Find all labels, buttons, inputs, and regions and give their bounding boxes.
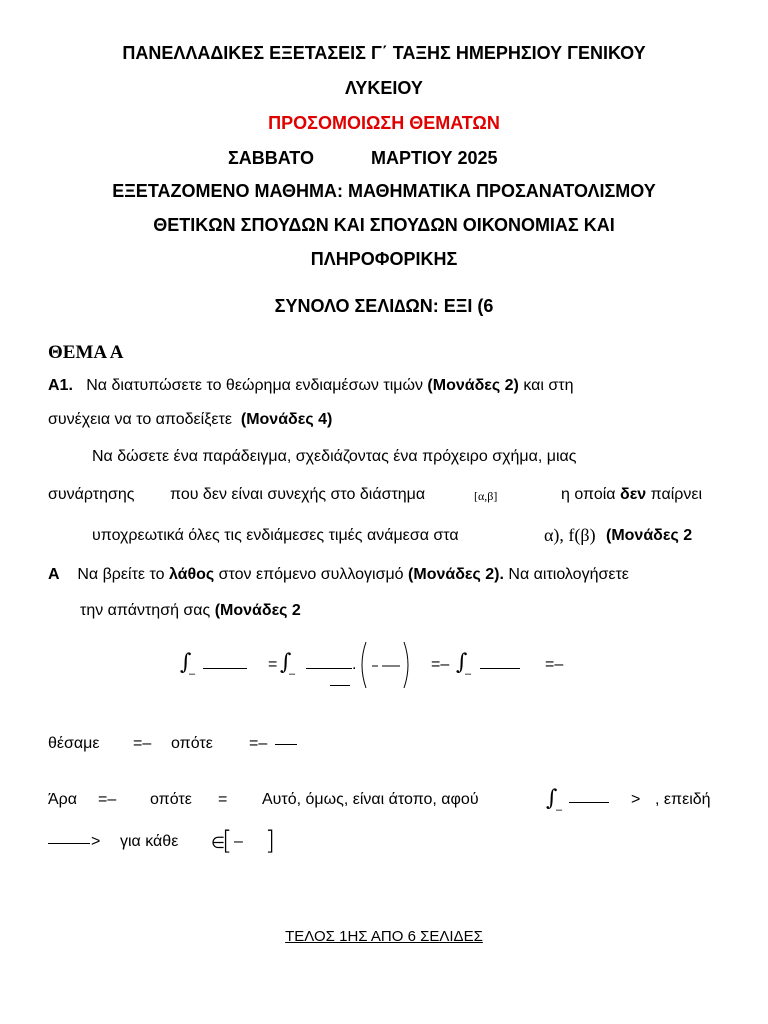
lower-limit-2: – xyxy=(289,668,296,680)
integral-sign-4: ∫ xyxy=(546,786,558,811)
for-every-word: για κάθε xyxy=(120,833,179,850)
fraction-bar-5 xyxy=(48,843,90,844)
therefore-word: Άρα xyxy=(48,791,78,808)
header-line-1: ΠΑΝΕΛΛΑΔΙΚΕΣ ΕΞΕΤΑΣΕΙΣ Γ΄ ΤΑΞΗΣ ΗΜΕΡΗΣΙΟΥ ΓΕΝΙΚΟΥ xyxy=(122,43,646,63)
therefore-equals-minus: =– xyxy=(98,791,117,808)
example-interval: [α,β] xyxy=(474,489,498,503)
example-line-2b: που δεν είναι συνεχής στο διάστημα xyxy=(170,486,426,503)
a2-marks: (Μονάδες 2). xyxy=(408,566,504,583)
element-of-symbol: ∈ xyxy=(211,835,225,852)
a2-error-word: λάθος xyxy=(168,566,215,583)
exam-day: ΣΑΒΒΑΤΟ xyxy=(228,148,314,168)
set-word: θέσαμε xyxy=(48,735,100,752)
fraction-bar-1 xyxy=(203,668,247,669)
a1-tail: και στη xyxy=(523,377,574,394)
greater-than-1: > xyxy=(631,791,641,808)
lower-limit-3: – xyxy=(465,668,472,680)
fraction-bar-4 xyxy=(569,802,609,803)
a2-label: Α xyxy=(48,566,60,583)
right-bracket: ] xyxy=(265,826,276,856)
fraction-bar-2 xyxy=(306,668,352,669)
example-takes: παίρνει xyxy=(650,486,703,503)
a2-line-2 xyxy=(80,602,301,620)
then-word: οπότε xyxy=(171,735,213,752)
equals-minus-2: =– xyxy=(545,656,564,673)
a1-marks-2: (Μονάδες 4) xyxy=(240,411,333,428)
a1-line-1 xyxy=(48,377,573,395)
example-line-2c xyxy=(561,486,702,504)
example-line-3: υποχρεωτικά όλες τις ενδιάμεσες τιμές ανάμεσα στα xyxy=(92,527,459,544)
then-fraction-bar xyxy=(275,744,297,745)
simulation-title: ΠΡΟΣΟΜΟΙΩΣΗ ΘΕΜΑΤΩΝ xyxy=(268,113,500,133)
example-not: δεν xyxy=(619,486,647,503)
left-bracket: [ xyxy=(222,826,233,856)
example-marks: (Μονάδες 2 xyxy=(606,527,693,544)
set-equals-minus: =– xyxy=(133,735,152,752)
a2-marks-2: (Μονάδες 2 xyxy=(214,602,301,619)
a2-line-1 xyxy=(48,566,629,584)
interval-minus: – xyxy=(234,833,243,850)
page-footer: ΤΕΛΟΣ 1ΗΣ ΑΠΟ 6 ΣΕΛΙΔΕΣ xyxy=(285,928,483,945)
equals-minus-1: =– xyxy=(431,656,450,673)
a1-marks: (Μονάδες 2) xyxy=(427,377,519,394)
example-line-2a: συνάρτησης xyxy=(48,486,135,503)
a1-label: Α1. xyxy=(48,377,73,394)
total-pages: ΣΥΝΟΛΟ ΣΕΛΙ∆ΩΝ: ΕΞΙ (6 xyxy=(274,296,494,316)
a1-text: Να διατυπώσετε το θεώρημα ενδιαμέσων τιμών xyxy=(86,377,423,394)
header-line-2: ΛΥΚΕΙΟΥ xyxy=(345,78,423,98)
example-values: α), f(β) xyxy=(544,525,596,545)
parentheses-group xyxy=(358,640,412,690)
a2-answer: την απάντησή σας xyxy=(80,602,211,619)
therefore-equals: = xyxy=(218,791,228,808)
example-line-1: Να δώσετε ένα παράδειγμα, σχεδιάζοντας ένα πρόχειρο σχήμα, μιας xyxy=(92,448,577,465)
lower-limit-4: – xyxy=(556,804,563,816)
fraction-bar-3 xyxy=(480,668,520,669)
exam-month: ΜΑΡΤΙΟΥ 2025 xyxy=(371,148,498,168)
fraction-bar-2-denominator xyxy=(330,685,350,686)
a2-text-1: Να βρείτε το xyxy=(77,566,165,583)
theme-title: ΘΕΜΑ Α xyxy=(48,342,124,363)
integral-sign-2: ∫ xyxy=(280,650,292,675)
subject-line-1: ΕΞΕΤΑΖΟΜΕΝΟ ΜΑΘΗΜΑ: ΜΑΘΗΜΑΤΙΚΑ ΠΡΟΣΑΝΑΤΟΛΙΣΜΟΥ xyxy=(112,181,656,201)
integral-sign-1: ∫ xyxy=(180,650,192,675)
a2-text-3: Να αιτιολογήσετε xyxy=(508,566,629,583)
greater-than-2: > xyxy=(91,833,101,850)
subject-line-2: ΘΕΤΙΚΩΝ ΣΠΟΥΔΩΝ ΚΑΙ ΣΠΟΥΔΩΝ ΟΙΚΟΝΟΜΙΑΣ ΚΑΙ xyxy=(153,215,615,235)
equals-1: = xyxy=(268,656,278,673)
a1-line-2 xyxy=(48,411,332,429)
subject-line-3: ΠΛΗΡΟΦΟΡΙΚΗΣ xyxy=(310,249,458,269)
example-which: η οποία xyxy=(561,486,616,503)
a2-text-2: στον επόμενο συλλογισμό xyxy=(218,566,404,583)
contradiction-text: Αυτό, όμως, είναι άτοπο, αφού xyxy=(262,791,479,808)
a1-line-2-text: συνέχεια να το αποδείξετε xyxy=(48,411,232,428)
therefore-then-word: οπότε xyxy=(150,791,192,808)
dot-operator: . xyxy=(352,656,357,673)
lower-limit-1: – xyxy=(189,668,196,680)
integral-sign-3: ∫ xyxy=(456,650,468,675)
then-equals-minus: =– xyxy=(249,735,268,752)
because-word: , επειδή xyxy=(655,791,711,808)
